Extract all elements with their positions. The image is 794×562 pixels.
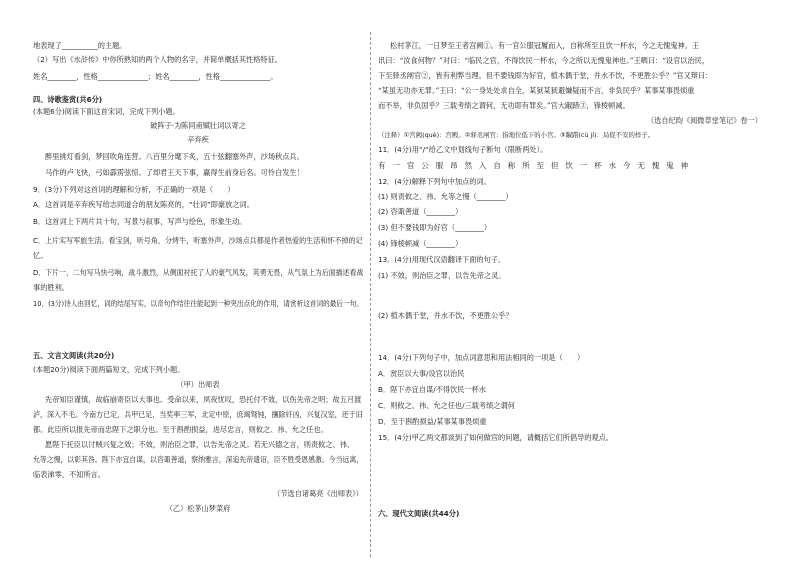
q9-option-b: B．这首词上下两片共十句，写景与叙事，写声与绘色，形象生动。 (33, 217, 247, 226)
q10-stem: 10．(3分)诗人由回忆，词的结尾写实，以奇句作结往往能起到一种突出点化的作用，请赏析这首词的最后一句。 (33, 299, 364, 308)
q9-option-d-line-2: 事的胜利。 (33, 283, 69, 292)
poem-title: 破阵子·为陈同甫赋壮词以寄之 (150, 121, 246, 130)
q12-stem: 12．(4分)解释下列句中加点的词。 (378, 177, 491, 186)
q9-option-c-line-2: 忆。 (33, 251, 48, 260)
q9-option-d-line-1: D．下片一、二句写马快弓响，战斗激烈，从侧面衬托了人的豪气风发，英勇无畏，从气氛上为后面描述看战 (33, 268, 364, 277)
poem-line-2: 马作的卢飞快，弓如霹雳弦惊。了却君王天下事，赢得生前身后名。可怜白发生！ (45, 168, 304, 177)
q12-item-1: (1) 则责攸之、祎、允等之慢（________） (378, 192, 513, 201)
passage-yi-line-3: 下至驿丞闸官②，皆有利弊当理。但不要钱即为好官，植木偶于堂，并水不饮，不更胜公乎？”官又辩曰： (378, 71, 713, 80)
passage-jia-title: （甲）出师表 (176, 380, 220, 389)
passage-jia-line-5: 允等之慢，以彰其咎。陛下亦宜自谋，以咨诹善道，察纳雅言，深追先帝遗诏，臣不胜受恩感激。今当远离， (33, 455, 364, 464)
passage-yi-line-5: 而不举，非负国乎？三载考绩之谓何，无功即有罪矣。”官大踧踖③，锋棱顿减。 (378, 101, 630, 110)
q11-stem: 11．(4分)用“/”给乙文中划线句子断句（限断两处）。 (378, 145, 548, 154)
passage-yi-title: （乙）松茅山梦菜府 (165, 504, 231, 513)
section-4-intro: (本题6分)阅读下面这首宋词，完成下列小题。 (33, 107, 180, 116)
passage-jia-line-2: 泸，深入不毛。今南方已定，兵甲已足，当奖率三军，北定中原，庶竭驽钝，攘除奸凶，兴复汉室，还于旧 (33, 410, 363, 419)
section-5-title: 五、文言文阅读(共20分) (33, 351, 115, 360)
q13-item-2: (2) 植木偶于堂，并水不饮，不更胜公乎？ (378, 311, 513, 320)
q11-sentence: 有 一 官 公 服 昂 然 入 自 称 所 至 但 饮 一 杯 水 今 无 愧 鬼 神 (378, 161, 691, 170)
q9-stem: 9．(3分)下列对这首词的理解和分析，不正确的一项是（ ） (33, 185, 235, 194)
q14-option-a: A．赏臣以大事/设官以治民 (378, 369, 465, 378)
q14-option-d: D．至于斟酌损益/某事某事畏烦重 (378, 417, 487, 426)
q12-item-2: (2) 咨诹善道（________） (378, 207, 463, 216)
section-5-intro: (本题20分)阅读下面两篇短文，完成下列小题。 (33, 365, 185, 374)
passage-yi-line-1: 松村茅江，一日梦至王者宫阙①。有一官公服冠履而入，自称所至且饮一杯水，今之无愧鬼神。王 (390, 41, 700, 50)
poem-line-1: 醉里挑灯看剑，梦回吹角连营。八百里分麾下炙，五十弦翻塞外声，沙场秋点兵。 (45, 152, 304, 161)
q12-item-3: (3) 但不要钱即为好官（________） (378, 223, 492, 232)
passage-jia-line-6: 临表涕零，不知所言。 (33, 470, 105, 479)
q9-option-a: A．这首词是辛弃疾写给志同道合的朋友陈亮的，“壮词”即豪放之词。 (33, 200, 254, 209)
passage-jia-line-4: 愿陛下托臣以讨贼兴复之效；不效，则治臣之罪，以告先帝之灵。若无兴德之言，则责攸之、祎、 (45, 440, 355, 449)
passage-jia-line-1: 先帝知臣谨慎，故临崩寄臣以大事也。受命以来，夙夜忧叹，恐托付不效，以伤先帝之明；故五月渡 (45, 395, 362, 404)
passage-yi-notes: （注释）①宫阙(què)：宫殿。②驿丞闸官：指地位低下的小官。③踧踖(cù jí)：局促不安的样子。 (378, 131, 655, 139)
section-6-title: 六、现代文阅读(共44分) (378, 509, 460, 518)
q14-stem: 14．(4分)下列句子中，加点词意思和用法相同的一项是（ ） (378, 353, 585, 362)
passage-yi-line-4: “某虽无功亦无罪。”王曰：“公一身处处求自全，某狱某狱避嫌疑而不言，非负民乎？某事某事畏烦重 (378, 86, 695, 95)
column-divider (370, 32, 371, 557)
passage-yi-line-2: 讯曰：“汝食何物？”对曰：“临民之官，不得饮民一杯水，今之所以无愧鬼神也。”王哂曰：“设官以治民， (378, 56, 710, 65)
q8-line-end: 地表现了__________的主题。 (33, 41, 127, 50)
q9-option-c-line-1: C．上片实写军旅生活。看宝剑，听号角，分烤牛，听塞外声，沙场点兵都是作者热爱的生活和怀不掉的记 (33, 236, 363, 245)
passage-jia-line-3: 都。此臣所以报先帝而忠陛下之职分也。至于斟酌损益，进尽忠言，则攸之、祎、允之任也。 (33, 425, 328, 434)
passage-yi-source: （选自纪昀《阅微草堂笔记》卷一） (646, 116, 762, 125)
q12-item-4: (4) 锋棱顿减（________） (378, 239, 463, 248)
q13-item-1: (1) 不效，则治臣之罪，以告先帝之灵。 (378, 271, 506, 280)
q14-option-b: B．陛下亦宜自谋/不得饮民一杯水 (378, 385, 486, 394)
q8-2-prompt: （2）写出《水浒传》中你所熟知的两个人物的名字，并简单概括其性格特征。 (33, 55, 282, 64)
q13-stem: 13．(4分)用现代汉语翻译下面的句子。 (378, 255, 506, 264)
q8-2-answer-line: 姓名________，性格______________；姓名________，性格______________。 (33, 72, 278, 81)
q15-stem: 15．(4分)甲乙两文都谈到了如何做官的问题，请概括它们所倡导的观点。 (378, 433, 613, 442)
section-4-title: 四、诗歌鉴赏(共6分) (33, 95, 103, 104)
passage-jia-source: （节选自诸葛亮《出师表》） (273, 489, 363, 498)
poem-author: 辛弃疾 (187, 135, 209, 144)
q14-option-c: C．则攸之、祎、允之任也/三载考绩之谓何 (378, 401, 515, 410)
